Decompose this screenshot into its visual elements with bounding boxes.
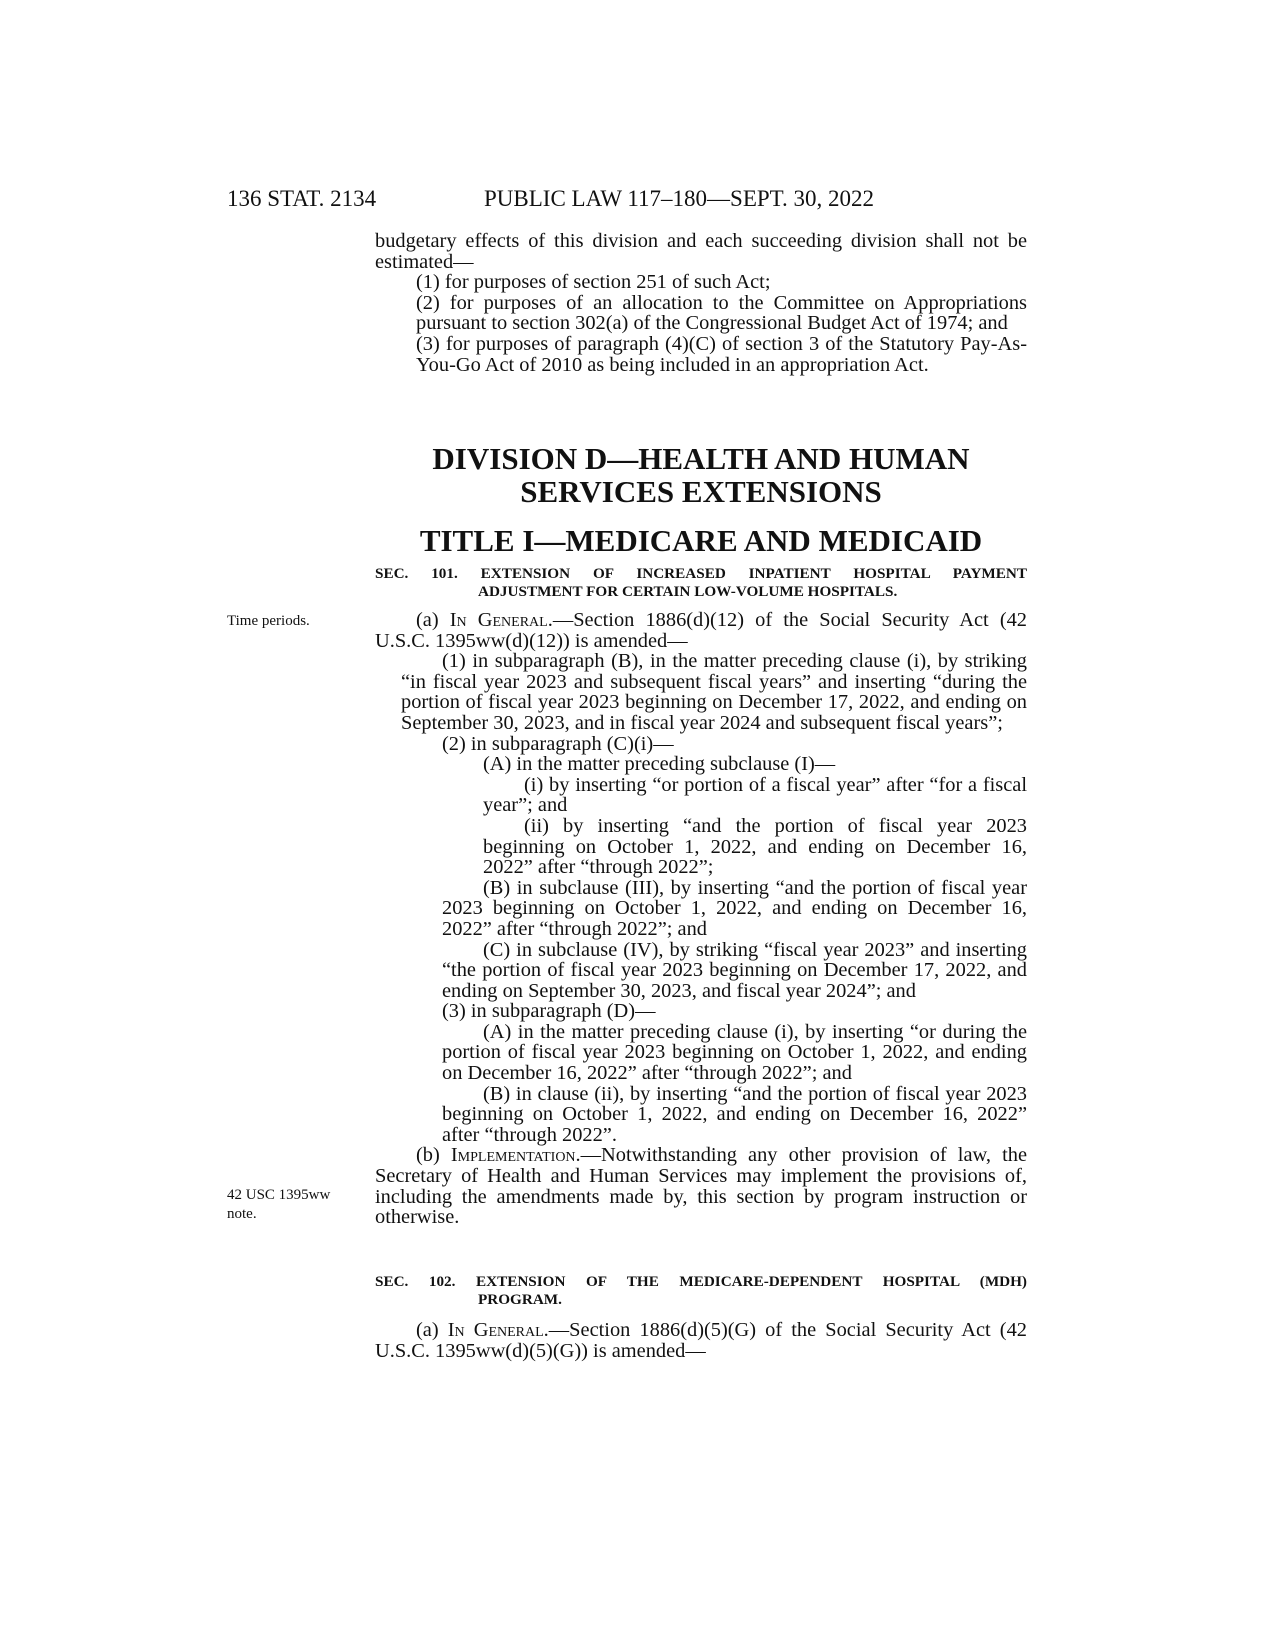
subparagraph-a3B: (B) in clause (ii), by inserting “and the portion of fiscal year 2023 beginning on October 1, 2022, and ending on December 16, 2022” after “through 2022”. [442, 1082, 1027, 1146]
section-102-subsection-a-heading: In General. [447, 1319, 549, 1341]
title-heading: TITLE I—MEDICARE AND MEDICAID [419, 523, 983, 558]
section-102-heading-line-2: PROGRAM. [478, 1291, 562, 1308]
margin-note-usc-line-2: note. [227, 1206, 257, 1222]
intro-item-3-text: (3) for purposes of paragraph (4)(C) of section 3 of the Statutory Pay-As-You-Go Act of 2010 as being included in an appropriation Act. [416, 332, 1027, 376]
subsection-a-label: (a) [416, 609, 450, 631]
page-reference: 136 STAT. 2134 [227, 186, 377, 211]
subsection-b-label: (b) [416, 1144, 451, 1167]
section-101-heading-line-1: SEC. 101. EXTENSION OF INCREASED INPATIENT HOSPITAL PAYMENT [375, 565, 1027, 582]
paragraph-a2: (2) in subparagraph (C)(i)— [442, 732, 674, 755]
section-101-body [375, 610, 1027, 1228]
intro-item-2-text: (2) for purposes of an allocation to the Committee on Appropriations pursuant to section 302(a) of the Congressional Budget Act of 1974; and [416, 291, 1027, 335]
section-102-subsection-a [375, 1320, 1027, 1361]
section-102-subsection-a-label: (a) [416, 1319, 448, 1341]
clause-a2Ai: (i) by inserting “or portion of a fiscal year” after “for a fiscal year”; and [483, 773, 1027, 817]
paragraph-a1: (1) in subparagraph (B), in the matter preceding clause (i), by striking “in fiscal year 2023 and subsequent fiscal years” and inserting “during the portion of fiscal year 2023 beginning on December 17, 2022, and ending on September 30, 2023, and in fiscal year 2024 and subsequent fiscal years”; [401, 650, 1027, 734]
margin-note-usc [227, 1186, 357, 1224]
section-101-heading-line-2: ADJUSTMENT FOR CERTAIN LOW-VOLUME HOSPITALS. [478, 583, 898, 600]
subsection-a [375, 610, 1027, 651]
intro-block [375, 231, 1027, 375]
subparagraph-a2C: (C) in subclause (IV), by striking “fiscal year 2023” and inserting “the portion of fiscal year 2023 beginning on December 17, 2022, and ending on September 30, 2023, and fiscal year 2024”; and [442, 938, 1027, 1002]
subparagraph-a3A: (A) in the matter preceding clause (i), by inserting “or during the portion of fiscal year 2023 beginning on October 1, 2022, and ending on December 16, 2022” after “through 2022”; and [442, 1020, 1027, 1085]
subsection-b-heading: Implementation. [450, 1144, 581, 1167]
subsection-b [375, 1145, 1027, 1227]
intro-item-1: (1) for purposes of section 251 of such Act; [416, 271, 771, 294]
margin-note-usc-line-1: 42 USC 1395ww [227, 1187, 331, 1203]
division-heading-line-2: SERVICES EXTENSIONS [520, 474, 882, 509]
intro-paragraph: budgetary effects of this division and each succeeding division shall not be estimated— [375, 230, 1027, 273]
division-heading [375, 442, 1027, 508]
intro-item-3 [375, 334, 1027, 375]
subsection-a-heading: In General. [449, 609, 553, 631]
section-102-subsection-a-text: —Section 1886(d)(5)(G) of the Social Security Act (42 U.S.C. 1395ww(d)(5)(G)) is amended— [375, 1319, 1027, 1362]
section-102-heading [375, 1273, 1027, 1309]
clause-a2Aii: (ii) by inserting “and the portion of fiscal year 2023 beginning on October 1, 2022, and ending on December 16, 2022” after “through 2022”; [483, 814, 1027, 879]
intro-item-2 [375, 293, 1027, 334]
subsection-b-text: —Notwithstanding any other provision of law, the Secretary of Health and Human Services may implement the provisions of, including the amendments made by, this section by program instruction or otherwise. [375, 1144, 1027, 1229]
section-102-body [375, 1320, 1027, 1361]
division-heading-line-1: DIVISION D—HEALTH AND HUMAN [432, 441, 970, 476]
subparagraph-a2B: (B) in subclause (III), by inserting “and the portion of fiscal year 2023 beginning on October 1, 2022, and ending on December 16, 2022” after “through 2022”; and [442, 876, 1027, 940]
margin-note-time-periods: Time periods. [227, 613, 310, 629]
section-101-heading [375, 565, 1027, 601]
paragraph-a3: (3) in subparagraph (D)— [442, 1000, 656, 1023]
subsection-a-text: —Section 1886(d)(12) of the Social Security Act (42 U.S.C. 1395ww(d)(12)) is amended— [375, 609, 1027, 652]
section-102-heading-line-1: SEC. 102. EXTENSION OF THE MEDICARE-DEPENDENT HOSPITAL (MDH) [375, 1273, 1027, 1290]
subparagraph-a2A: (A) in the matter preceding subclause (I)— [483, 753, 836, 776]
running-header: PUBLIC LAW 117–180—SEPT. 30, 2022 [484, 186, 875, 211]
